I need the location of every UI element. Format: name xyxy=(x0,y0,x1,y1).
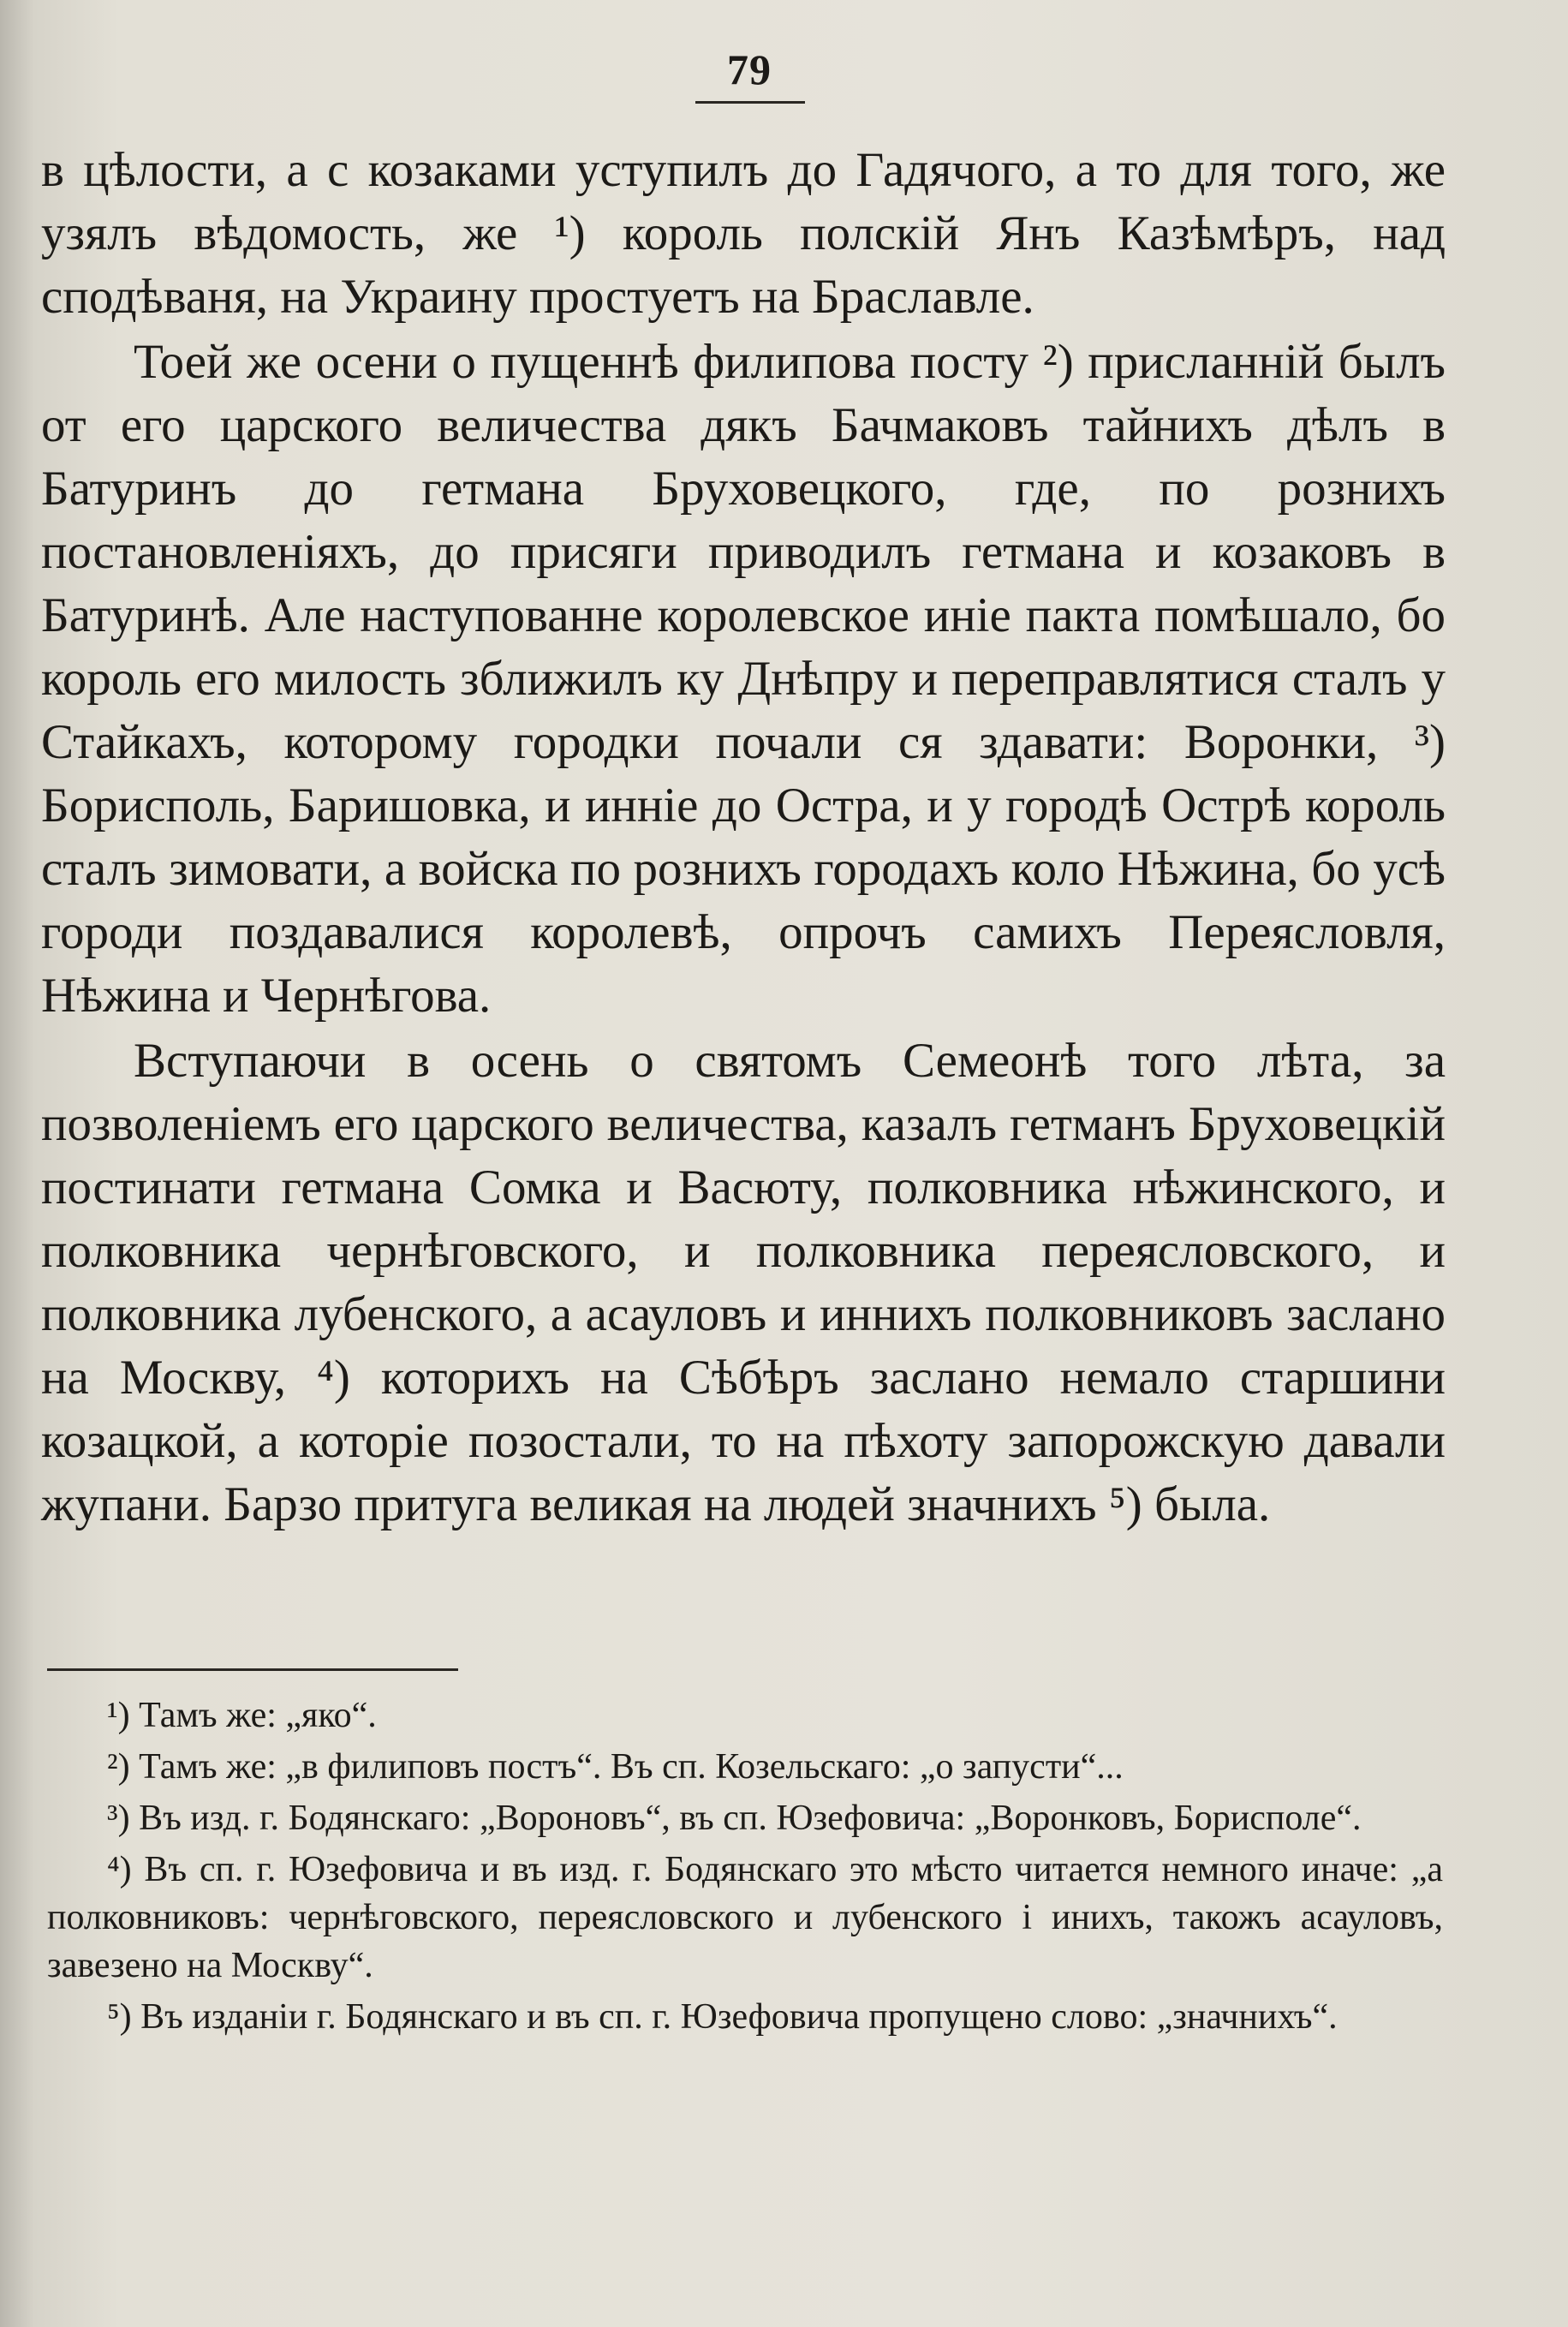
footnote-2: ²) Тамъ же: „в филиповъ постъ“. Въ сп. Козельскаго: „о запусти“... xyxy=(107,1747,1124,1787)
footnote-3: ³) Въ изд. г. Бодянскаго: „Вороновъ“, въ сп. Юзефовича: „Воронковъ, Борисполе“. xyxy=(107,1799,1362,1838)
footnote-4: ⁴) Въ сп. г. Юзефовича и въ изд. г. Бодянскаго это мѣсто читается немного иначе: „а полковниковъ: чернѣговского, переясловского и лубенского і инихъ, такожъ асауловъ, завезено на Москву“. xyxy=(47,1850,1443,1985)
paragraph-3: Вступаючи в осень о святомъ Семеонѣ того лѣта, за позволеніемъ его царского величества, казалъ гетманъ Бруховецкій постинати гетмана Сомка и Васюту, полковника нѣжинского, и полковника чернѣговского, и полковника переясловского, и полковника лубенского, а асауловъ и иннихъ полковниковъ заслано на Москву, ⁴) которихъ на Сѣбѣръ заслано немало старшини козацкой, а которіе позостали, то на пѣхоту запорожскую давали жупани. Барзо притуга великая на людей значнихъ ⁵) была. xyxy=(41,1034,1446,1531)
footnote-separator xyxy=(47,1668,458,1671)
page-number-underline xyxy=(695,101,805,104)
footnote-1: ¹) Тамъ же: „яко“. xyxy=(107,1696,377,1735)
page-number: 79 xyxy=(727,45,772,93)
footnotes xyxy=(47,1692,1443,2044)
main-text xyxy=(41,139,1446,1536)
footnote-5: ⁵) Въ изданіи г. Бодянскаго и въ сп. г. Юзефовича пропущено слово: „значнихъ“. xyxy=(107,1997,1338,2037)
paragraph-2: Тоей же осени о пущеннѣ филипова посту ²) присланній былъ от его царского величества дякъ Бачмаковъ тайнихъ дѣлъ в Батуринъ до гетмана Бруховецкого, где, по рознихъ постановленіяхъ, до присяги приводилъ гетмана и козаковъ в Батуринѣ. Але наступованне королевское иніе пакта помѣшало, бо король его милость зближилъ ку Днѣпру и переправлятися сталъ у Стайкахъ, которому городки почали ся здавати: Воронки, ³) Борисполь, Баришовка, и инніе до Остра, и у городѣ Острѣ король сталъ зимовати, а войска по рознихъ городахъ коло Нѣжина, бо усѣ городи поздавалися королевѣ, опрочъ самихъ Переясловля, Нѣжина и Чернѣгова. xyxy=(41,335,1446,1023)
paragraph-1: в цѣлости, а с козаками уступилъ до Гадячого, а то для того, же узялъ вѣдомость, же ¹) король полскій Янъ Казѣмѣръ, над сподѣваня, на Украину простуетъ на Браславле. xyxy=(41,143,1446,324)
